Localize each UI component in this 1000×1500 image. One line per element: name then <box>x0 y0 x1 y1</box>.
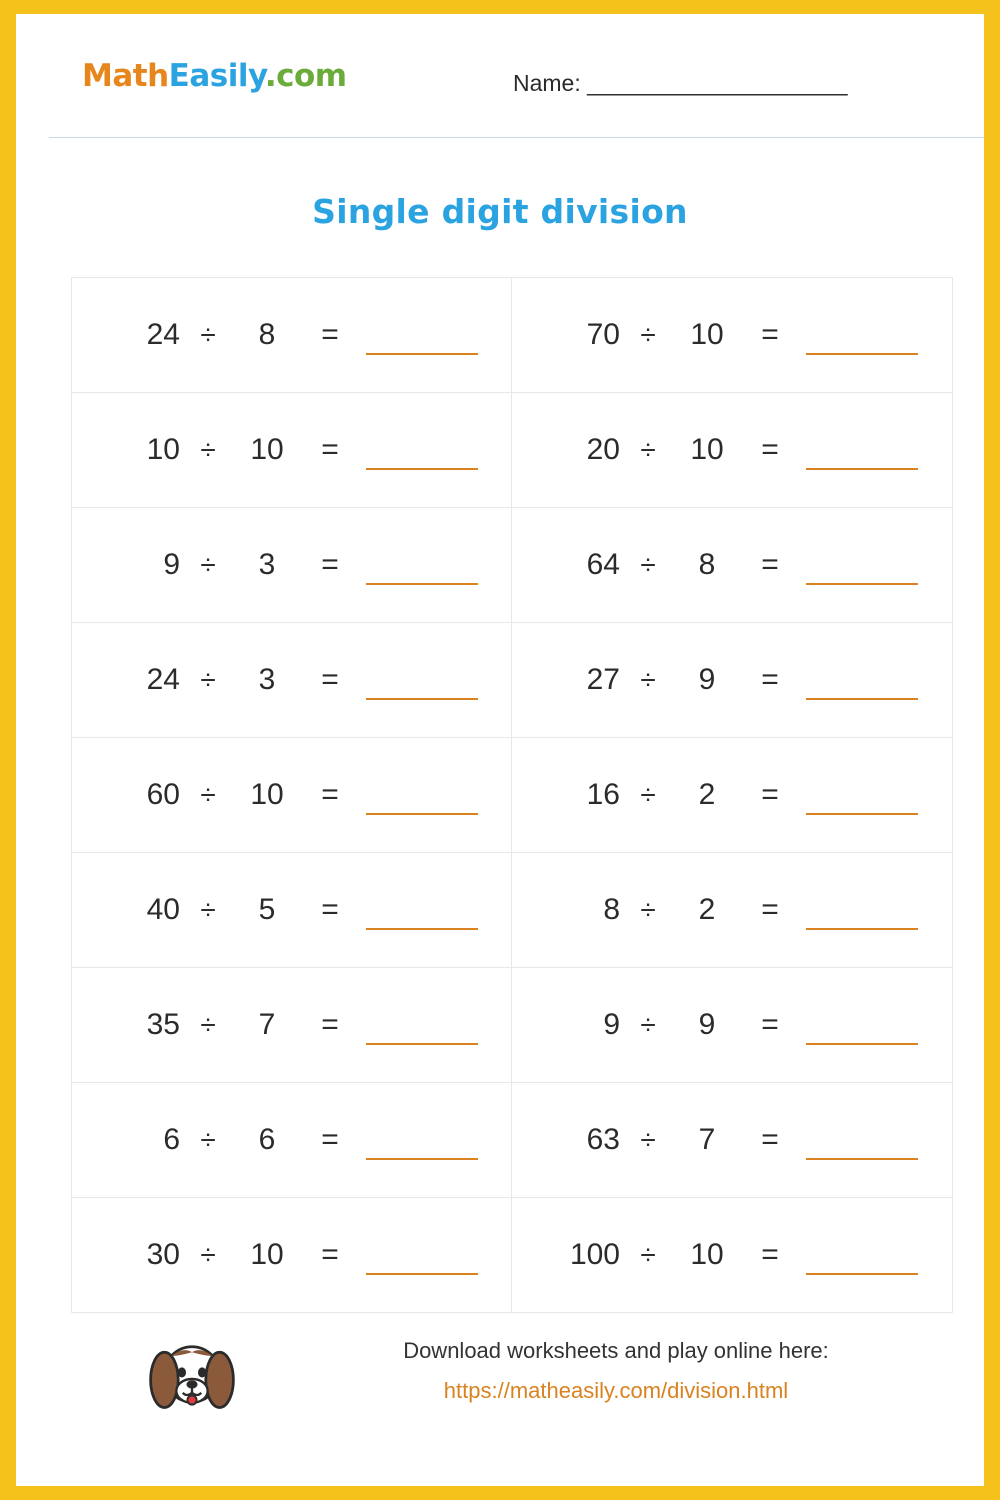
site-logo <box>82 58 347 94</box>
answer-blank[interactable] <box>362 892 482 928</box>
equals-sign: = <box>761 1123 779 1156</box>
answer-blank[interactable] <box>362 1237 482 1273</box>
dividend: 9 <box>163 548 180 581</box>
divisor: 8 <box>258 318 276 351</box>
division-operator-icon: ÷ <box>200 779 216 810</box>
divisor: 10 <box>690 1238 724 1271</box>
division-operator-icon: ÷ <box>200 664 216 695</box>
division-operator-icon: ÷ <box>200 1124 216 1155</box>
division-operator-icon: ÷ <box>200 1239 216 1270</box>
equals-sign: = <box>761 1008 779 1041</box>
division-operator-icon: ÷ <box>640 549 656 580</box>
equation <box>72 1007 511 1043</box>
equation <box>512 317 952 353</box>
divisor: 2 <box>698 893 716 926</box>
equals-sign: = <box>761 548 779 581</box>
problem-cell <box>512 623 952 738</box>
equation <box>72 1237 511 1273</box>
dividend: 70 <box>586 318 620 351</box>
answer-blank[interactable] <box>362 317 482 353</box>
divisor: 3 <box>258 548 276 581</box>
divisor: 3 <box>258 663 276 696</box>
problem-cell <box>512 508 952 623</box>
equation <box>512 892 952 928</box>
answer-blank[interactable] <box>802 1007 922 1043</box>
answer-blank[interactable] <box>362 547 482 583</box>
dividend: 24 <box>146 663 180 696</box>
problem-cell <box>72 278 512 393</box>
answer-blank[interactable] <box>802 1237 922 1273</box>
answer-blank[interactable] <box>802 317 922 353</box>
name-field-row <box>513 70 847 97</box>
answer-blank[interactable] <box>362 1122 482 1158</box>
problem-cell <box>72 1198 512 1313</box>
division-operator-icon: ÷ <box>200 319 216 350</box>
answer-blank[interactable] <box>362 1007 482 1043</box>
division-operator-icon: ÷ <box>640 319 656 350</box>
divisor: 10 <box>250 778 284 811</box>
dividend: 30 <box>146 1238 180 1271</box>
worksheet-footer <box>16 1304 984 1454</box>
division-operator-icon: ÷ <box>640 1124 656 1155</box>
answer-blank[interactable] <box>802 1122 922 1158</box>
problem-cell <box>72 1083 512 1198</box>
problem-cell <box>72 393 512 508</box>
dividend: 24 <box>146 318 180 351</box>
logo-part-domain: .com <box>264 58 347 94</box>
answer-blank[interactable] <box>362 662 482 698</box>
problem-cell <box>72 623 512 738</box>
equation <box>512 1007 952 1043</box>
equals-sign: = <box>321 778 339 811</box>
equation <box>72 317 511 353</box>
divisor: 10 <box>690 433 724 466</box>
problem-cell <box>512 968 952 1083</box>
problem-cell <box>512 278 952 393</box>
problem-cell <box>512 738 952 853</box>
equals-sign: = <box>321 1008 339 1041</box>
division-operator-icon: ÷ <box>640 664 656 695</box>
equals-sign: = <box>761 663 779 696</box>
equation <box>72 547 511 583</box>
division-operator-icon: ÷ <box>640 1009 656 1040</box>
answer-blank[interactable] <box>802 777 922 813</box>
dividend: 60 <box>146 778 180 811</box>
equals-sign: = <box>321 548 339 581</box>
divisor: 2 <box>698 778 716 811</box>
division-operator-icon: ÷ <box>640 894 656 925</box>
answer-blank[interactable] <box>362 777 482 813</box>
equation <box>512 662 952 698</box>
dividend: 64 <box>586 548 620 581</box>
division-operator-icon: ÷ <box>200 434 216 465</box>
footer-instruction: Download worksheets and play online here: <box>403 1338 829 1363</box>
dividend: 20 <box>586 433 620 466</box>
dividend: 10 <box>146 433 180 466</box>
logo-part-easily: Easily <box>168 58 265 94</box>
problems-grid <box>71 277 953 1313</box>
problem-cell <box>512 1198 952 1313</box>
equals-sign: = <box>761 433 779 466</box>
problem-cell <box>512 853 952 968</box>
divisor: 10 <box>250 1238 284 1271</box>
problem-cell <box>72 738 512 853</box>
equals-sign: = <box>321 663 339 696</box>
divisor: 9 <box>698 1008 716 1041</box>
equals-sign: = <box>321 1238 339 1271</box>
dividend: 9 <box>603 1008 620 1041</box>
dividend: 100 <box>569 1238 620 1271</box>
dividend: 63 <box>586 1123 620 1156</box>
logo-part-math: Math <box>82 58 169 94</box>
footer-url[interactable]: https://matheasily.com/division.html <box>443 1378 789 1403</box>
division-operator-icon: ÷ <box>200 549 216 580</box>
problem-cell <box>72 968 512 1083</box>
division-operator-icon: ÷ <box>640 1239 656 1270</box>
dividend: 40 <box>146 893 180 926</box>
equation <box>72 777 511 813</box>
division-operator-icon: ÷ <box>200 894 216 925</box>
divisor: 7 <box>698 1123 716 1156</box>
problem-cell <box>512 393 952 508</box>
page-title: Single digit division <box>312 192 688 231</box>
equals-sign: = <box>321 318 339 351</box>
dividend: 27 <box>586 663 620 696</box>
worksheet-header <box>16 14 984 134</box>
equals-sign: = <box>321 1123 339 1156</box>
answer-blank[interactable] <box>802 547 922 583</box>
equation <box>512 547 952 583</box>
divisor: 5 <box>258 893 276 926</box>
division-operator-icon: ÷ <box>640 434 656 465</box>
answer-blank[interactable] <box>802 892 922 928</box>
division-operator-icon: ÷ <box>200 1009 216 1040</box>
divisor: 10 <box>690 318 724 351</box>
equals-sign: = <box>761 778 779 811</box>
dividend: 6 <box>163 1123 180 1156</box>
equation <box>512 1237 952 1273</box>
divisor: 8 <box>698 548 716 581</box>
equals-sign: = <box>761 893 779 926</box>
divisor: 9 <box>698 663 716 696</box>
worksheet-page <box>16 14 984 1486</box>
equals-sign: = <box>321 893 339 926</box>
equation <box>72 662 511 698</box>
equation <box>72 432 511 468</box>
answer-blank[interactable] <box>362 432 482 468</box>
dog-icon <box>146 1332 238 1424</box>
dividend: 8 <box>603 893 620 926</box>
division-operator-icon: ÷ <box>640 779 656 810</box>
problem-cell <box>72 853 512 968</box>
name-input-blank[interactable]: ______________________ <box>587 70 847 96</box>
equation <box>512 1122 952 1158</box>
footer-text <box>316 1338 916 1404</box>
equation <box>72 892 511 928</box>
equals-sign: = <box>321 433 339 466</box>
divisor: 7 <box>258 1008 276 1041</box>
answer-blank[interactable] <box>802 432 922 468</box>
equation <box>512 777 952 813</box>
header-divider <box>49 137 984 138</box>
dividend: 35 <box>146 1008 180 1041</box>
equals-sign: = <box>761 318 779 351</box>
answer-blank[interactable] <box>802 662 922 698</box>
dividend: 16 <box>586 778 620 811</box>
name-label: Name: <box>513 70 581 96</box>
divisor: 6 <box>258 1123 276 1156</box>
problem-cell <box>512 1083 952 1198</box>
equation <box>72 1122 511 1158</box>
equation <box>512 432 952 468</box>
divisor: 10 <box>250 433 284 466</box>
equals-sign: = <box>761 1238 779 1271</box>
problem-cell <box>72 508 512 623</box>
